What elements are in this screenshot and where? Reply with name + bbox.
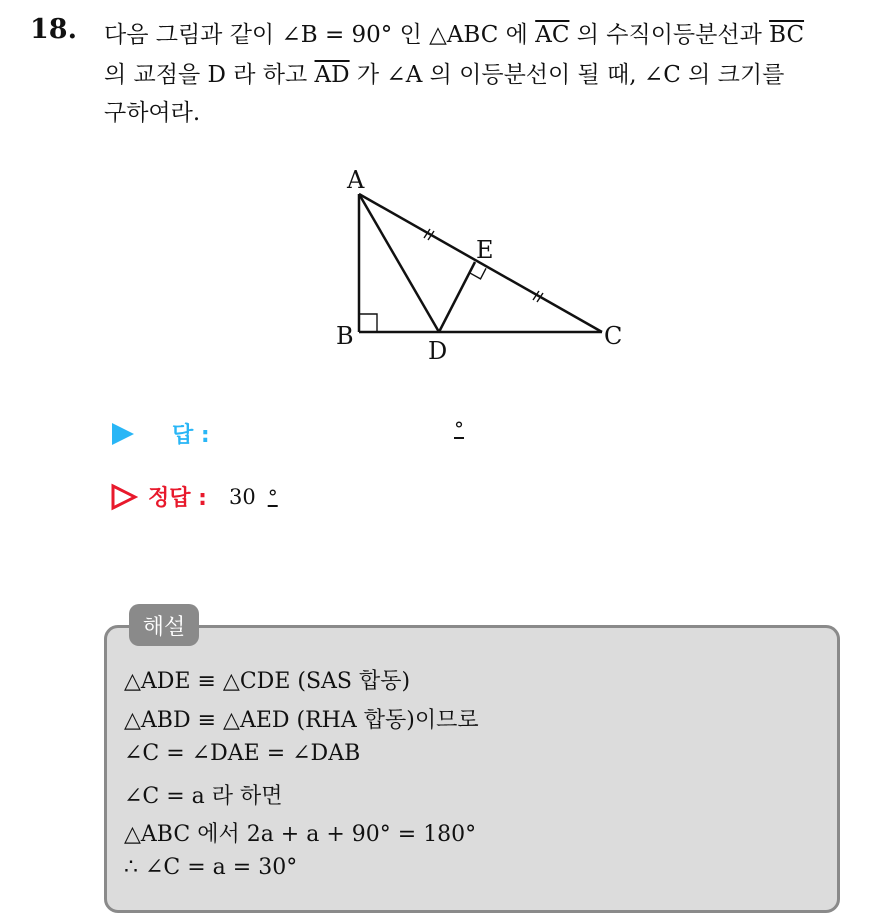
- explanation-line-2: △ABD ≡ △AED (RHA 합동)이므로: [124, 708, 479, 733]
- question-number: 18.: [30, 14, 77, 45]
- vertex-label-d: D: [428, 337, 448, 365]
- explanation-line-6: ∴ ∠C = a = 30°: [124, 855, 298, 880]
- question-line-3: 구하여라.: [104, 100, 201, 126]
- question-line-2-pre: 의 교점을 D 라 하고: [104, 62, 315, 88]
- explanation-line-4: ∠C = a 라 하면: [124, 784, 283, 809]
- answer-row: [110, 418, 210, 449]
- answer-unit: °: [454, 417, 464, 441]
- right-angle-mark-b: [359, 314, 377, 332]
- segment-ad: $\overline{AD}$: [314, 62, 350, 88]
- vertex-label-a: A: [347, 166, 365, 194]
- correct-answer-value: 30: [228, 484, 256, 509]
- segment-bc: $\overline{BC}$: [769, 22, 805, 48]
- question-line-2: [104, 56, 784, 89]
- outline-triangle-icon: [110, 483, 138, 511]
- vertex-label-e: E: [476, 236, 494, 264]
- answer-label: 답 :: [172, 423, 210, 448]
- segment-ad-line: [359, 194, 439, 332]
- correct-answer-row: [110, 481, 278, 512]
- question-line-1-mid: 의 수직이등분선과: [569, 22, 770, 48]
- explanation-line-1: △ADE ≡ △CDE (SAS 합동): [124, 669, 411, 694]
- explanation-line-5: △ABC 에서 2a + a + 90° = 180°: [124, 822, 477, 847]
- play-triangle-icon: [110, 421, 136, 447]
- triangle-figure: [330, 160, 640, 370]
- correct-answer-label: 정답 :: [148, 486, 207, 511]
- question-line-2-post: 가 ∠A 의 이등분선이 될 때, ∠C 의 크기를: [349, 62, 785, 88]
- question-line-1-pre: 다음 그림과 같이 ∠B = 90° 인 △ABC 에: [104, 22, 536, 48]
- correct-answer-unit: °: [267, 484, 278, 509]
- vertex-label-c: C: [604, 322, 623, 350]
- segment-ac: $\overline{AC}$: [535, 22, 570, 48]
- explanation-line-3: ∠C = ∠DAE = ∠DAB: [124, 741, 361, 766]
- vertex-label-b: B: [336, 322, 354, 350]
- explanation-tag: 해설: [129, 604, 199, 646]
- question-line-1: [104, 16, 804, 49]
- segment-de-line: [439, 262, 475, 332]
